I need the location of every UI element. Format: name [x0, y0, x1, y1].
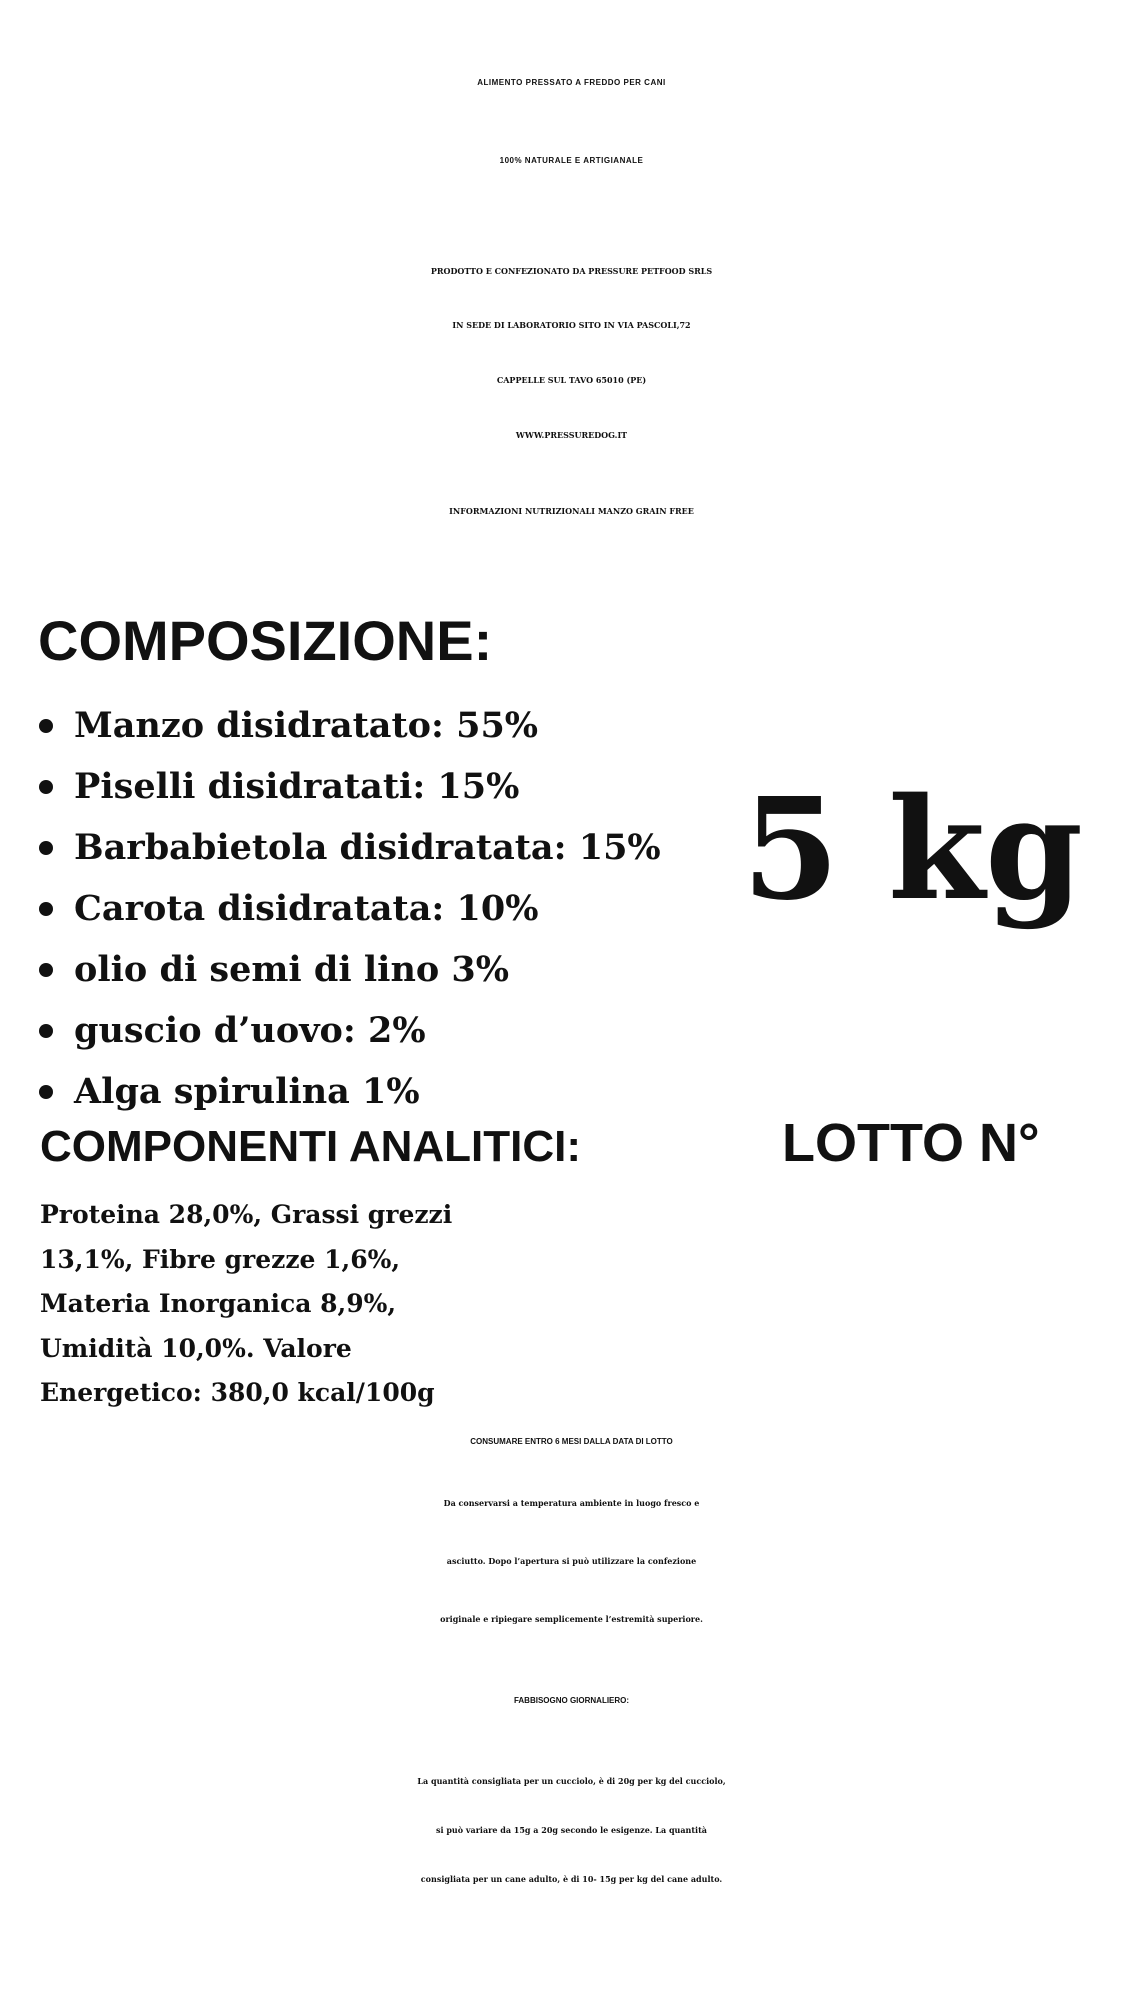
fabbisogno-heading: FABBISOGNO GIORNALIERO:	[513, 1696, 630, 1705]
nutrition-info-title: INFORMAZIONI NUTRIZIONALI MANZO GRAIN FREE	[449, 506, 694, 516]
fabbisogno-line-3: consigliata per un cane adulto, è di 10- 15g per kg del cane adulto.	[420, 1874, 723, 1884]
fabbisogno-line-1: La quantità consigliata per un cucciolo, è di 20g per kg del cucciolo,	[417, 1776, 726, 1786]
producer-line-1: PRODOTTO E CONFEZIONATO DA PRESSURE PETFOOD SRLS	[430, 266, 713, 276]
ingredient-label: Manzo disidratato: 55%	[74, 705, 539, 746]
conservazione-line-1: Da conservarsi a temperatura ambiente in luogo fresco e	[443, 1498, 700, 1508]
analitici-line: 13,1%, Fibre grezze 1,6%,	[40, 1244, 401, 1274]
ingredient-label: olio di semi di lino 3%	[74, 949, 510, 990]
conservazione-line-2: asciutto. Dopo l’apertura si può utilizzare la confezione	[446, 1556, 697, 1566]
bullet-icon	[39, 1085, 53, 1099]
analitici-line: Energetico: 380,0 kcal/100g	[40, 1378, 435, 1407]
fabbisogno-line-2: si può variare da 15g a 20g secondo le esigenze. La quantità	[436, 1825, 707, 1835]
bullet-icon	[39, 963, 53, 977]
title-line-2: 100% NATURALE E ARTIGIANALE	[499, 156, 644, 165]
producer-line-2: IN SEDE DI LABORATORIO SITO IN VIA PASCOLI,72	[452, 320, 691, 330]
bullet-icon	[39, 1024, 53, 1038]
consumare-entro-heading: CONSUMARE ENTRO 6 MESI DALLA DATA DI LOTTO	[470, 1437, 673, 1446]
analitici-line: Materia Inorganica 8,9%,	[40, 1289, 397, 1318]
producer-line-3: CAPPELLE SUL TAVO 65010 (PE)	[496, 375, 647, 385]
ingredient-label: Carota disidratata: 10%	[74, 888, 539, 929]
bullet-icon	[39, 902, 53, 916]
bullet-icon	[39, 719, 53, 733]
composizione-heading: COMPOSIZIONE:	[38, 609, 493, 672]
ingredient-label: Piselli disidratati: 15%	[74, 766, 520, 807]
bullet-icon	[39, 780, 53, 794]
analitici-text	[40, 1193, 510, 1416]
analitici-line: Proteina 28,0%, Grassi grezzi	[40, 1200, 453, 1229]
title-line-1: ALIMENTO PRESSATO A FREDDO PER CANI	[477, 78, 666, 87]
componenti-analitici-heading: COMPONENTI ANALITICI:	[40, 1122, 581, 1171]
ingredient-label: guscio d’uovo: 2%	[74, 1010, 426, 1051]
bullet-icon	[39, 841, 53, 855]
package-weight: 5 kg	[741, 768, 1083, 932]
conservazione-line-3: originale e ripiegare semplicemente l’estremità superiore.	[440, 1614, 703, 1624]
ingredient-label: Alga spirulina 1%	[74, 1071, 420, 1112]
lotto-number-label: LOTTO N°	[782, 1113, 1040, 1173]
analitici-line: Umidità 10,0%. Valore	[40, 1333, 352, 1363]
website-line: WWW.PRESSUREDOG.IT	[515, 430, 628, 440]
ingredient-label: Barbabietola disidratata: 15%	[74, 827, 661, 868]
